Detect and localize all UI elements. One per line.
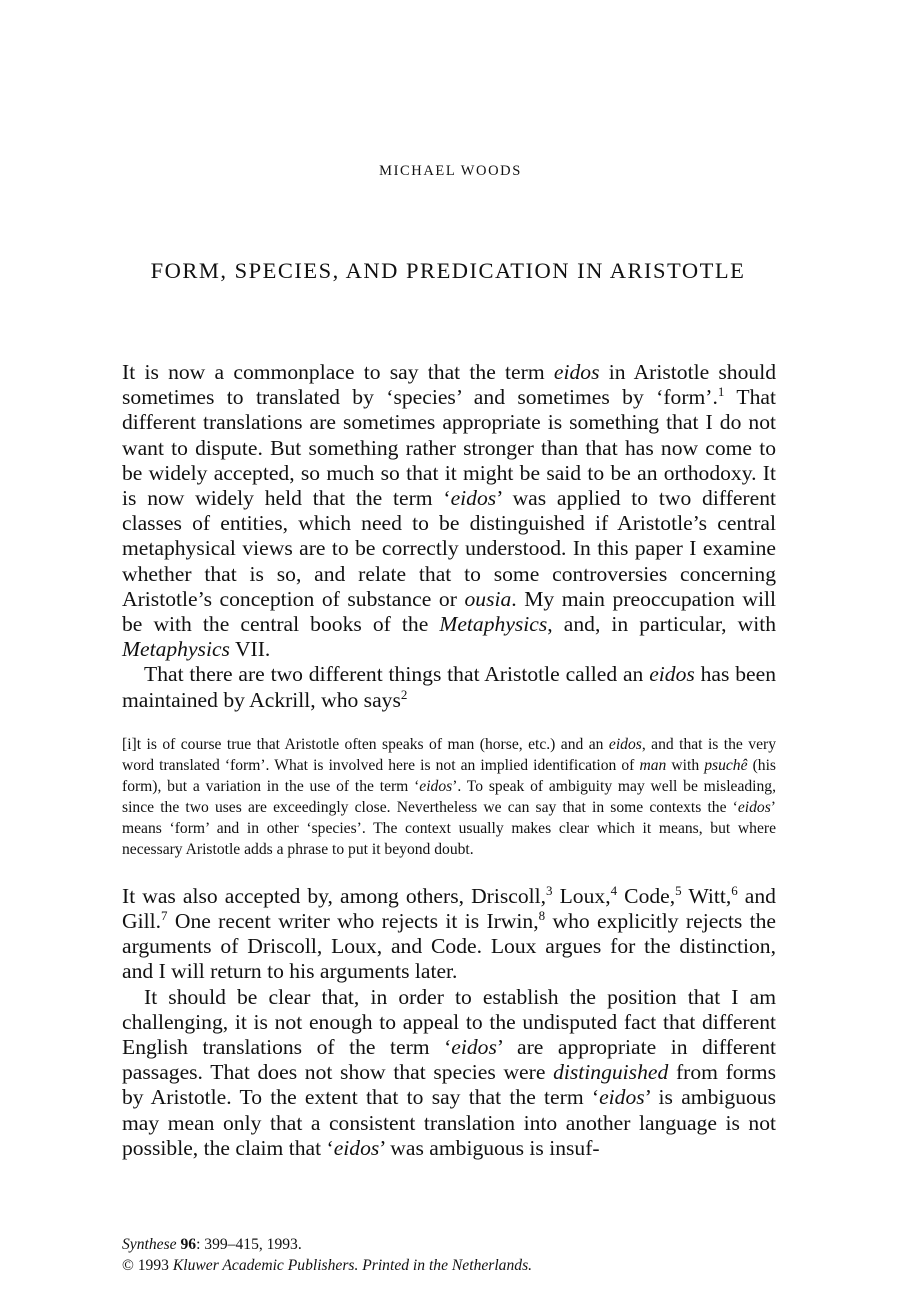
paragraph-1: It is now a commonplace to say that the term eidos in Aristotle should sometimes to translated by ‘species’ and sometimes by ‘form’.$^1$ That different translations are sometimes appropriate is something that I do not want to dispute. But something rather stronger than that has now come to be widely accepted, so much so that it might be said to be an orthodoxy. It is now widely held that the term ‘eidos’ was applied to two different classes of entities, which need to be distinguished if Aristotle’s central metaphysical views are to be correctly understood. In this paper I examine whether that is so, and relate that to some controversies concerning Aristotle’s conception of substance or ousia. My main preoccupation will be with the central books of the Metaphysics, and, in particular, with Metaphysics VII. <box>122 360 777 662</box>
footnote-ref-2[interactable]: 2 <box>400 686 408 702</box>
copyright-line: © 1993 Kluwer Academic Publishers. Printed in the Netherlands. <box>122 1257 533 1274</box>
publication-footer <box>122 1234 776 1276</box>
paragraph-3: It was also accepted by, among others, Driscoll,$^3$ Loux,$^4$ Code,$^5$ Witt,$^6$ and Gill.$^7$ One recent writer who rejects it is Irwin,$^8$ who explicitly rejects the arguments of Driscoll, Loux, and Code. Loux argues for the distinction, and I will return to his arguments later. <box>122 882 776 984</box>
citation-line: Synthese 96: 399–415, 1993. <box>122 1236 302 1253</box>
paragraph-2: That there are two different things that Aristotle called an eidos has been maintained by Ackrill, who says$^2$ <box>122 662 776 712</box>
article-title: FORM, SPECIES, AND PREDICATION IN ARISTOTLE <box>150 258 746 283</box>
footnote-ref-7[interactable]: 7 <box>161 908 168 924</box>
footnote-ref-4[interactable]: 4 <box>610 882 618 898</box>
footnote-ref-1[interactable]: 1 <box>717 384 725 400</box>
block-quote: [i]t is of course true that Aristotle often speaks of man (horse, etc.) and an eidos, and that is the very word translated ‘form’. What is involved here is not an implied identification of man with psuchê (his form), but a variation in the use of the term ‘eidos’. To speak of ambiguity may well be misleading, since the two uses are exceedingly close. Nevertheless we can say that in some contexts the ‘eidos’ means ‘form’ and in other ‘species’. The context usually makes clear which it means, but where necessary Aristotle adds a phrase to put it beyond doubt. <box>122 735 777 858</box>
paragraph-4: It should be clear that, in order to establish the position that I am challenging, it is not enough to appeal to the undisputed fact that different English translations of the term ‘eidos’ are appropriate in different passages. That does not show that species were distinguished from forms by Aristotle. To the extent that to say that the term ‘eidos’ is ambiguous may mean only that a consistent translation into another language is not possible, the claim that ‘eidos’ was ambiguous is insuf- <box>122 984 776 1160</box>
article-body <box>122 360 776 1161</box>
footnote-ref-6[interactable]: 6 <box>731 882 738 898</box>
footnote-ref-8[interactable]: 8 <box>538 908 546 924</box>
author-name: MICHAEL WOODS <box>379 163 522 179</box>
footnote-ref-3[interactable]: 3 <box>546 882 553 898</box>
footnote-ref-5[interactable]: 5 <box>675 882 682 898</box>
